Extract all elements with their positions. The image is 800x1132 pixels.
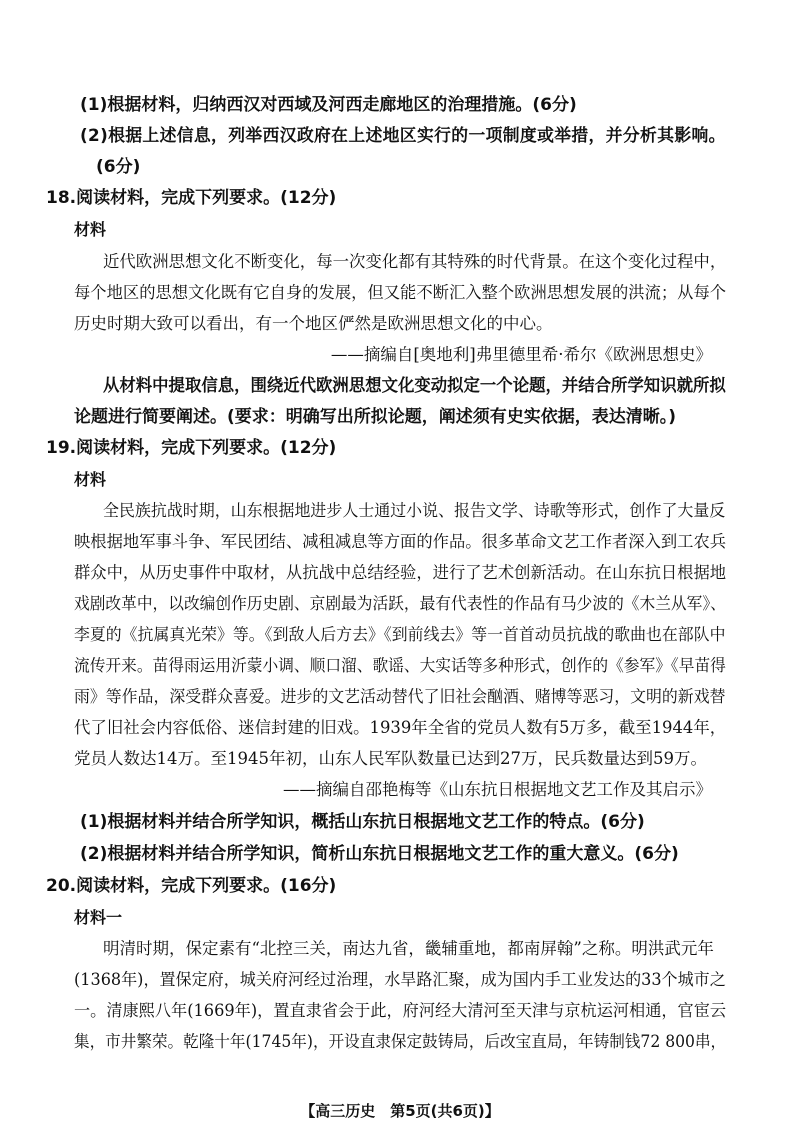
q20-material-label: 材料一 — [74, 908, 123, 927]
q17-sub2-line1: (2)根据上述信息，列举西汉政府在上述地区实行的一项制度或举措，并分析其影响。 — [80, 126, 726, 146]
q18-citation: ——摘编自[奥地利]弗里德里希·希尔《欧洲思想史》 — [330, 345, 712, 364]
q20-material-line-4: 集，市井繁荣。乾隆十年(1745年)，开设直隶保定鼓铸局，后改宝直局，年铸制钱72 800串， — [74, 1032, 727, 1051]
q18-material-label: 材料 — [74, 220, 107, 239]
q20-material-line-1: 明清时期，保定素有“北控三关，南达九省，畿辅重地，都南屏翰”之称。明洪武元年 — [103, 939, 714, 958]
q20-material-line-3: 一。清康熙八年(1669年)，置直隶省会于此，府河经大清河至天津与京杭运河相通，官宦云 — [74, 1001, 727, 1020]
q19-material-line-1: 全民族抗战时期，山东根据地进步人士通过小说、报告文学、诗歌等形式，创作了大量反 — [103, 501, 726, 520]
q19-material-label: 材料 — [74, 470, 107, 489]
q19-material-line-2: 映根据地军事斗争、军民团结、减租减息等方面的作品。很多革命文艺工作者深入到工农兵 — [74, 532, 727, 551]
q19-material-line-6: 流传开来。苗得雨运用沂蒙小调、顺口溜、歌谣、大实话等多种形式，创作的《参军》《早苗得 — [74, 656, 726, 675]
q20-title: 20.阅读材料，完成下列要求。(16分) — [46, 876, 337, 896]
q17-sub1: (1)根据材料，归纳西汉对西域及河西走廊地区的治理措施。(6分) — [80, 95, 577, 115]
q19-citation: ——摘编自邵艳梅等《山东抗日根据地文艺工作及其启示》 — [283, 780, 712, 799]
q18-requirement-line-2: 论题进行简要阐述。(要求：明确写出所拟论题，阐述须有史实依据，表达清晰。) — [74, 407, 677, 427]
q18-requirement-line-1: 从材料中提取信息，围绕近代欧洲思想文化变动拟定一个论题，并结合所学知识就所拟 — [103, 376, 726, 396]
q18-material-line-2: 每个地区的思想文化既有它自身的发展，但又能不断汇入整个欧洲思想发展的洪流；从每个 — [74, 283, 727, 302]
q19-sub1: (1)根据材料并结合所学知识，概括山东抗日根据地文艺工作的特点。(6分) — [80, 812, 645, 832]
q19-title: 19.阅读材料，完成下列要求。(12分) — [46, 438, 337, 458]
q19-material-line-7: 雨》等作品，深受群众喜爱。进步的文艺活动替代了旧社会酗酒、赌博等恶习，文明的新戏替 — [74, 687, 726, 706]
q18-title: 18.阅读材料，完成下列要求。(12分) — [46, 188, 337, 208]
q19-material-line-8: 代了旧社会内容低俗、迷信封建的旧戏。1939年全省的党员人数有5万多，截至1944年， — [74, 718, 727, 737]
q19-material-line-4: 戏剧改革中，以改编创作历史剧、京剧最为活跃，最有代表性的作品有马少波的《木兰从军》、 — [74, 594, 726, 613]
q19-sub2: (2)根据材料并结合所学知识，简析山东抗日根据地文艺工作的重大意义。(6分) — [80, 844, 679, 864]
q20-material-line-2: (1368年)，置保定府，城关府河经过治理，水旱路汇聚，成为国内手工业发达的33个城市之 — [74, 970, 726, 989]
q18-material-line-3: 历史时期大致可以看出，有一个地区俨然是欧洲思想文化的中心。 — [74, 314, 553, 333]
q19-material-line-5: 李夏的《抗属真光荣》等。《到敌人后方去》《到前线去》等一首首动员抗战的歌曲也在部队中 — [74, 625, 726, 644]
q19-material-line-3: 群众中，从历史事件中取材，从抗战中总结经验，进行了艺术创新活动。在山东抗日根据地 — [74, 563, 727, 582]
q19-material-line-9: 党员人数达14万。至1945年初，山东人民军队数量已达到27万，民兵数量达到59万。 — [74, 749, 707, 768]
q17-sub2-line2: (6分) — [96, 157, 141, 177]
page-footer: 【高三历史 第5页(共6页)】 — [300, 1102, 500, 1120]
q18-material-line-1: 近代欧洲思想文化不断变化，每一次变化都有其特殊的时代背景。在这个变化过程中， — [103, 252, 727, 271]
